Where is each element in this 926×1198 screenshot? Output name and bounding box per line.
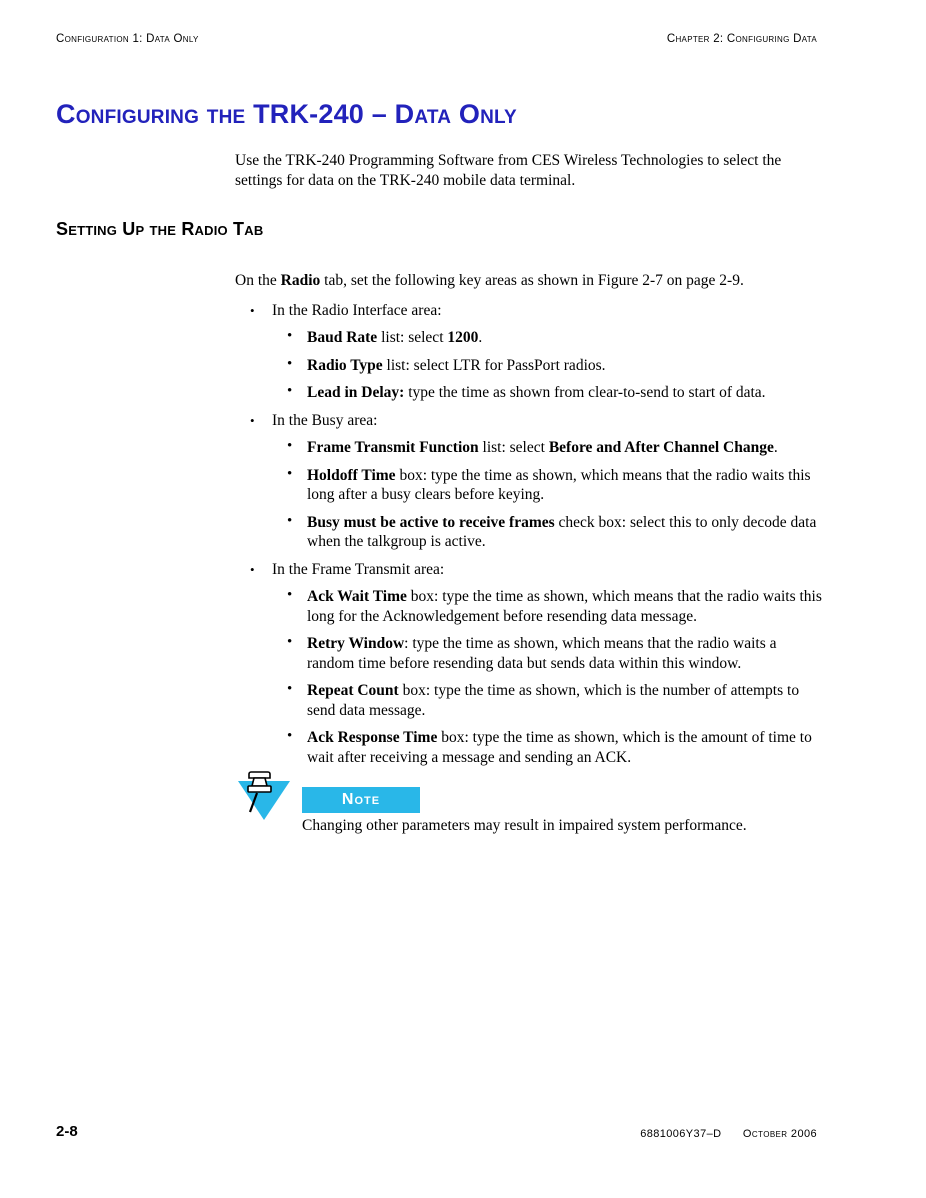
doc-number: 6881006Y37–D bbox=[640, 1128, 722, 1140]
running-header bbox=[56, 33, 817, 45]
bullet-group-label: • In the Radio Interface area: bbox=[235, 301, 825, 321]
header-right: Chapter 2: Configuring Data bbox=[666, 33, 817, 45]
body-content bbox=[235, 271, 825, 775]
footer-right bbox=[640, 1128, 817, 1140]
bullet-item: • Frame Transmit Function list: select Before and After Channel Change. bbox=[235, 438, 825, 458]
bullet-group-label: • In the Frame Transmit area: bbox=[235, 560, 825, 580]
bullet-item: • Repeat Count box: type the time as shown, which is the number of attempts to send data message. bbox=[235, 681, 825, 720]
bullet-item: • Baud Rate list: select 1200. bbox=[235, 328, 825, 348]
bullet-group-label: • In the Busy area: bbox=[235, 411, 825, 431]
bullet-item: • Holdoff Time box: type the time as shown, which means that the radio waits this long after a busy clears before keying. bbox=[235, 466, 825, 505]
intro-paragraph: Use the TRK-240 Programming Software from CES Wireless Technologies to select the settings for data on the TRK-240 mobile data terminal. bbox=[235, 152, 782, 189]
bullet-item: • Lead in Delay: type the time as shown from clear-to-send to start of data. bbox=[235, 383, 825, 403]
doc-date: October 2006 bbox=[742, 1128, 817, 1140]
page-number: 2-8 bbox=[56, 1123, 78, 1140]
bullet-item: • Ack Wait Time box: type the time as shown, which means that the radio waits this long for the Acknowledgement before resending data message. bbox=[235, 587, 825, 626]
note-text: Changing other parameters may result in impaired system performance. bbox=[302, 817, 747, 834]
bullet-item: • Radio Type list: select LTR for PassPort radios. bbox=[235, 356, 825, 376]
bullet-list bbox=[235, 301, 825, 768]
lead-paragraph: On the Radio tab, set the following key areas as shown in Figure 2-7 on page 2-9. bbox=[235, 272, 744, 289]
page-title: Configuring the TRK-240 – Data Only bbox=[56, 99, 517, 129]
bullet-item: • Ack Response Time box: type the time as shown, which is the amount of time to wait after receiving a message and sending an ACK. bbox=[235, 728, 825, 767]
bullet-item: • Retry Window: type the time as shown, which means that the radio waits a random time before resending data but sends data within this window. bbox=[235, 634, 825, 673]
header-left: Configuration 1: Data Only bbox=[56, 33, 199, 45]
bullet-item: • Busy must be active to receive frames check box: select this to only decode data when the talkgroup is active. bbox=[235, 513, 825, 552]
section-heading: Setting Up the Radio Tab bbox=[56, 219, 264, 239]
note-banner: Note bbox=[302, 787, 420, 813]
pushpin-icon bbox=[237, 770, 291, 827]
